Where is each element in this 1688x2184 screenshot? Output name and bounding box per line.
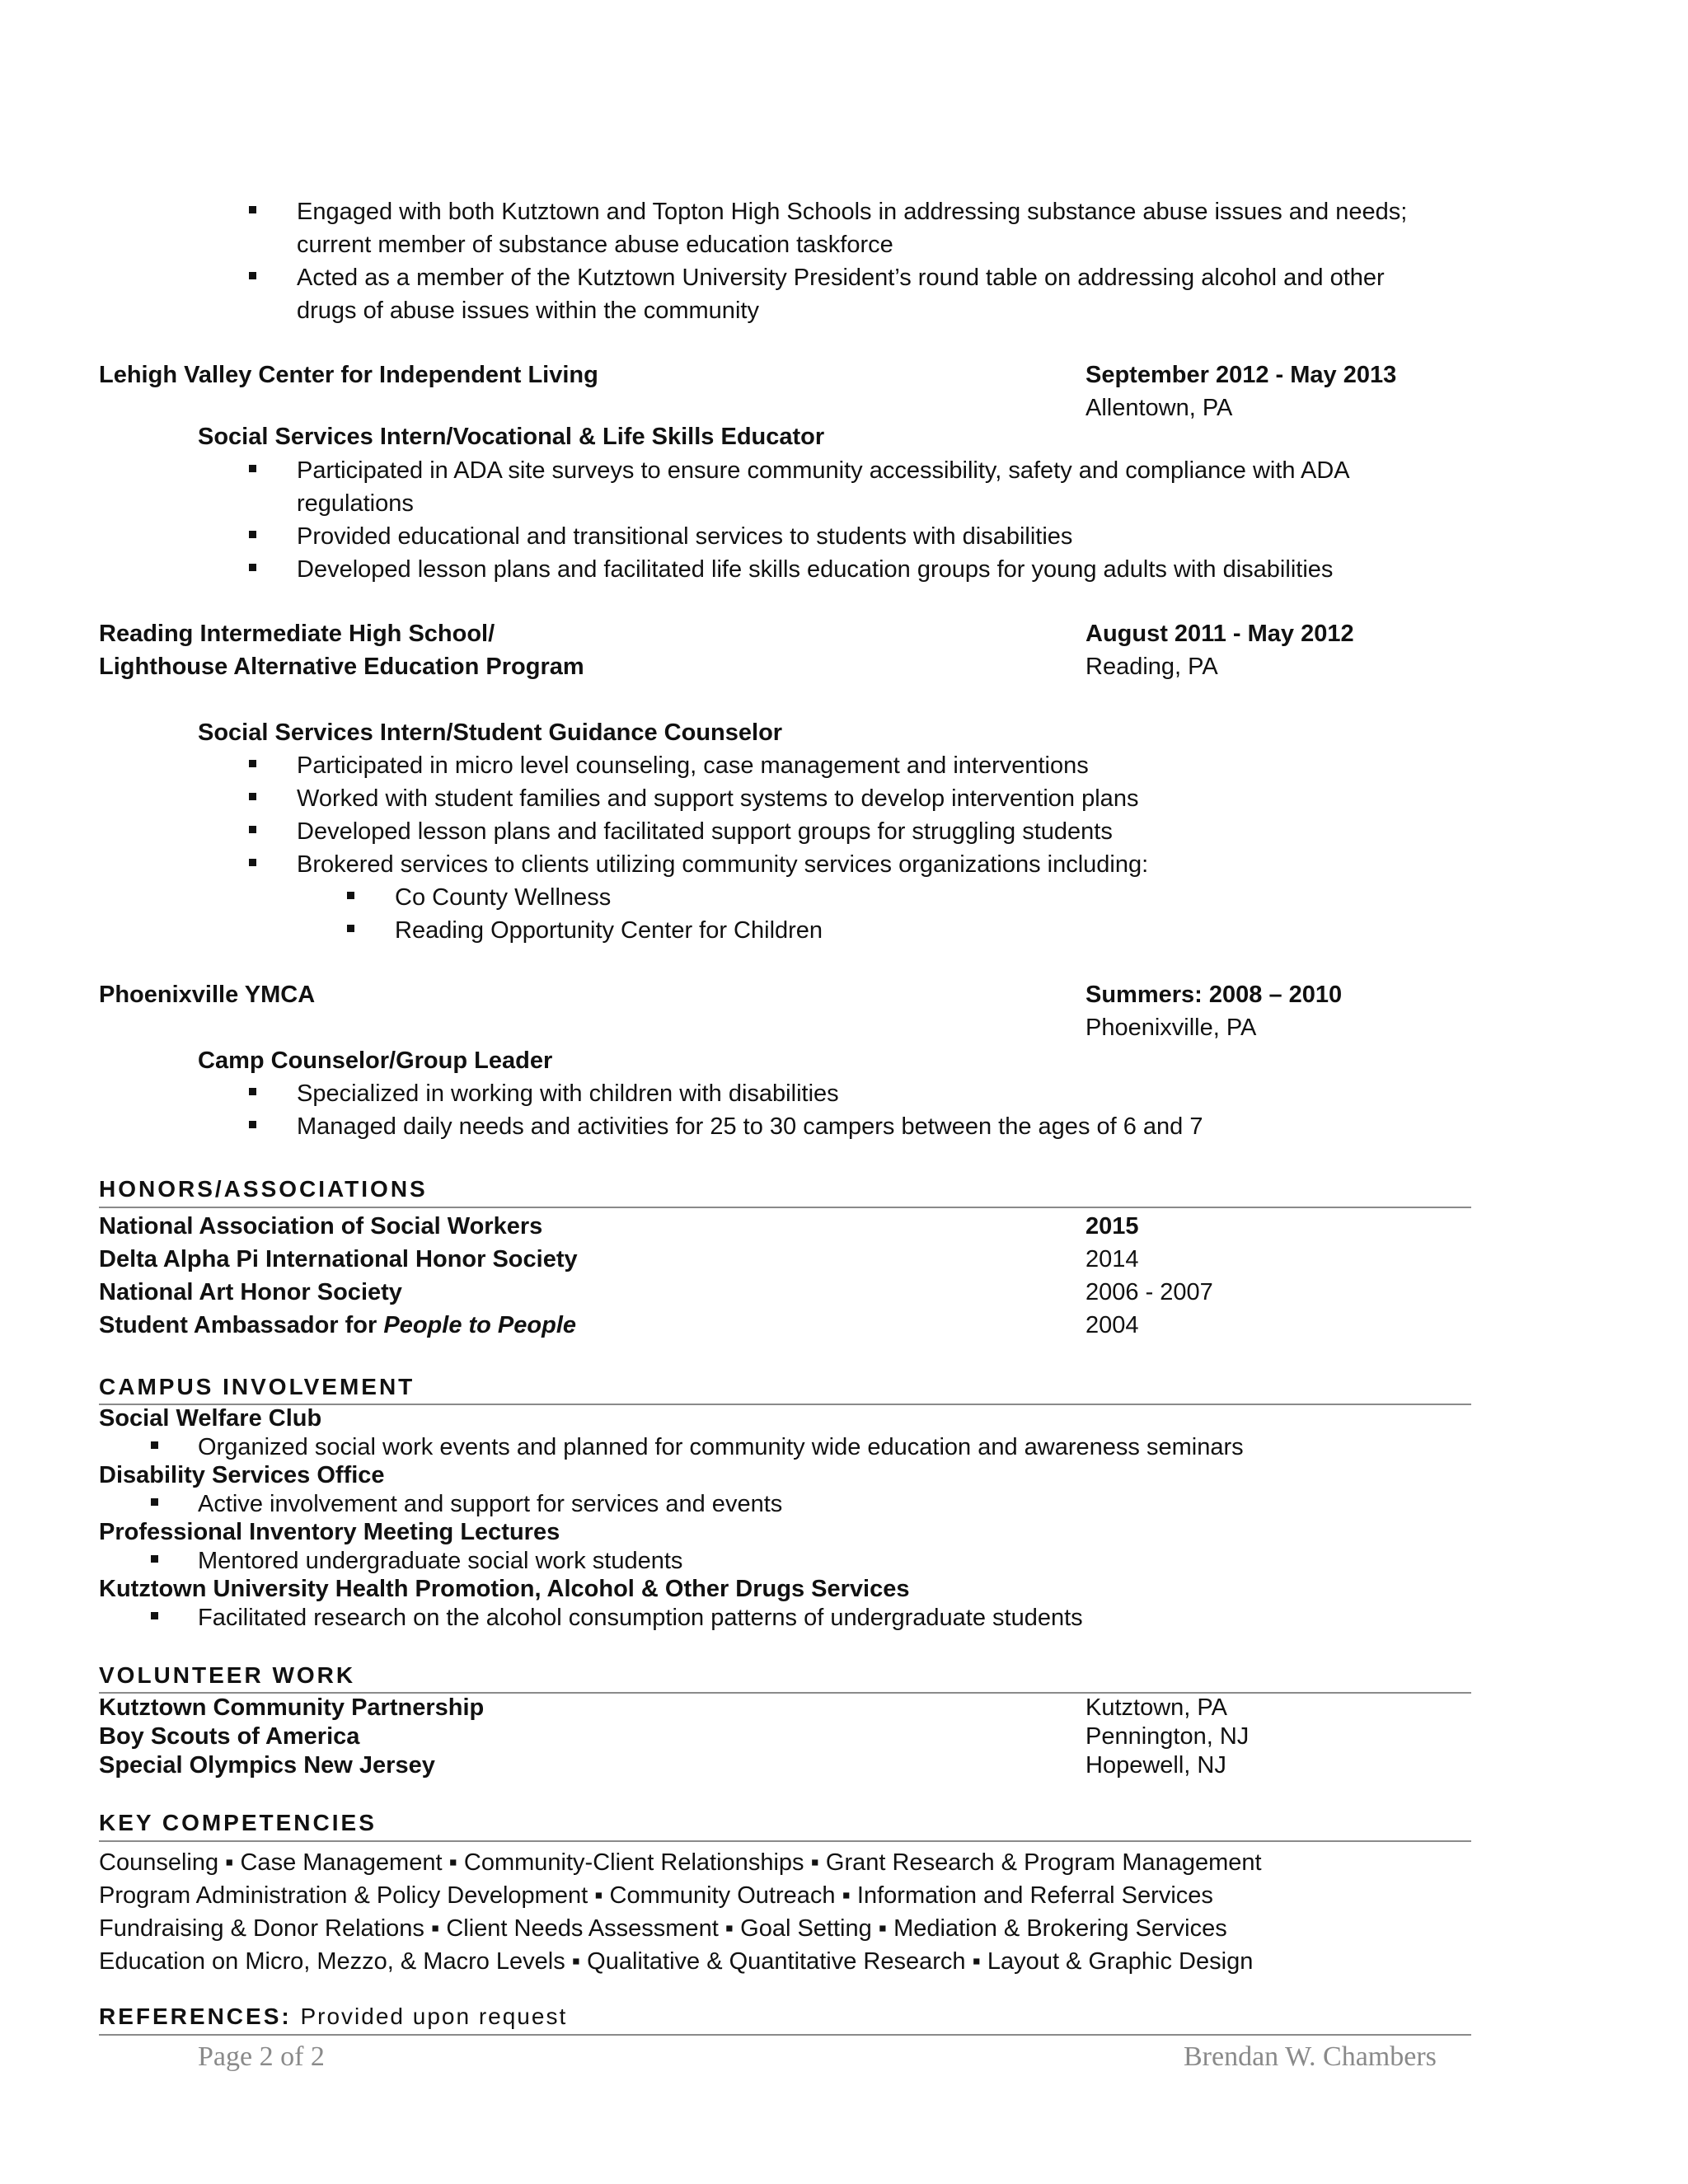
section-heading-competencies: KEY COMPETENCIES [99,1810,377,1835]
bullet-marker [151,1555,158,1563]
sub-bullet-text: Reading Opportunity Center for Children [395,917,823,944]
campus-bullet: Organized social work events and planned for community wide education and awareness seminars [198,1434,1244,1460]
honor-name-prefix: Student Ambassador for [99,1312,384,1338]
campus-bullet: Mentored undergraduate social work students [198,1548,683,1574]
bullet-marker [151,1612,158,1619]
volunteer-org: Special Olympics New Jersey [99,1752,435,1779]
job-location: Allentown, PA [1085,395,1233,421]
sub-bullet-marker [347,925,354,932]
bullet-marker [249,531,256,538]
sub-bullet-marker [347,892,354,899]
bullet-marker [249,1088,256,1095]
section-rule [99,1207,1471,1208]
bullet-text: Specialized in working with children with disabilities [297,1080,839,1107]
honor-name: National Art Honor Society [99,1279,402,1305]
bullet-text: regulations [297,490,414,517]
bullet-marker [249,1121,256,1128]
campus-org: Social Welfare Club [99,1405,322,1432]
competency-line: Education on Micro, Mezzo, & Macro Levels ▪ Qualitative & Quantitative Research ▪ Layout & Graphic Design [99,1948,1254,1975]
bullet-marker [249,859,256,866]
honor-name [99,1309,576,1342]
footer-author-name: Brendan W. Chambers [1184,2041,1437,2072]
section-heading-honors: HONORS/ASSOCIATIONS [99,1176,428,1202]
section-heading-volunteer: VOLUNTEER WORK [99,1662,356,1688]
bullet-marker [249,564,256,571]
bullet-marker [249,465,256,472]
bullet-text: Developed lesson plans and facilitated life skills education groups for young adults with disabilities [297,556,1334,583]
campus-org: Disability Services Office [99,1462,385,1488]
bullet-marker [249,793,256,800]
honor-name-italic: People to People [383,1312,577,1338]
volunteer-location: Pennington, NJ [1085,1723,1250,1750]
bullet-text: Managed daily needs and activities for 25 to 30 campers between the ages of 6 and 7 [297,1113,1203,1140]
references-line [99,2002,567,2032]
job-title: Social Services Intern/Vocational & Life Skills Educator [198,424,825,450]
competency-line: Fundraising & Donor Relations ▪ Client Needs Assessment ▪ Goal Setting ▪ Mediation & Brokering Services [99,1915,1227,1942]
bullet-text: Provided educational and transitional services to students with disabilities [297,523,1073,550]
references-value: Provided upon request [300,2004,568,2029]
footer-page-number: Page 2 of 2 [198,2041,325,2072]
job-org: Lehigh Valley Center for Independent Living [99,362,598,388]
bullet-text: Brokered services to clients utilizing community services organizations including: [297,851,1149,878]
honor-name: Delta Alpha Pi International Honor Society [99,1246,578,1272]
campus-bullet: Active involvement and support for services and events [198,1491,783,1517]
campus-org: Professional Inventory Meeting Lectures [99,1519,560,1545]
volunteer-org: Boy Scouts of America [99,1723,360,1750]
job-dates: Summers: 2008 – 2010 [1085,982,1343,1008]
job-dates: August 2011 - May 2012 [1085,621,1354,647]
bullet-text: current member of substance abuse education taskforce [297,232,893,258]
footer-rule [99,2034,1471,2036]
bullet-text: Participated in ADA site surveys to ensure community accessibility, safety and compliance with ADA [297,457,1350,484]
job-org: Reading Intermediate High School/ [99,621,495,647]
competency-line: Program Administration & Policy Development ▪ Community Outreach ▪ Information and Referral Services [99,1882,1213,1909]
sub-bullet-text: Co County Wellness [395,884,612,911]
job-org: Lighthouse Alternative Education Program [99,654,584,680]
campus-org: Kutztown University Health Promotion, Alcohol & Other Drugs Services [99,1576,910,1602]
bullet-marker [249,206,256,213]
references-heading: REFERENCES: [99,2004,292,2029]
bullet-text: Acted as a member of the Kutztown University President’s round table on addressing alcohol and other [297,265,1385,291]
job-location: Phoenixville, PA [1085,1015,1257,1041]
job-dates: September 2012 - May 2013 [1085,362,1397,388]
competency-line: Counseling ▪ Case Management ▪ Community-Client Relationships ▪ Grant Research & Program Management [99,1849,1262,1876]
bullet-text: Developed lesson plans and facilitated support groups for struggling students [297,818,1113,845]
bullet-text: Engaged with both Kutztown and Topton High Schools in addressing substance abuse issues and needs; [297,199,1408,225]
honor-name: National Association of Social Workers [99,1213,543,1240]
job-location: Reading, PA [1085,654,1218,680]
section-heading-campus: CAMPUS INVOLVEMENT [99,1374,415,1399]
honor-year: 2014 [1085,1246,1139,1272]
honor-year: 2015 [1085,1213,1139,1240]
honor-year: 2006 - 2007 [1085,1279,1213,1305]
bullet-text: Participated in micro level counseling, case management and interventions [297,752,1089,779]
bullet-marker [249,272,256,279]
bullet-marker [151,1498,158,1506]
bullet-marker [249,826,256,833]
bullet-text: drugs of abuse issues within the community [297,298,759,324]
job-org: Phoenixville YMCA [99,982,316,1008]
bullet-text: Worked with student families and support systems to develop intervention plans [297,785,1139,812]
volunteer-org: Kutztown Community Partnership [99,1694,485,1721]
bullet-marker [151,1441,158,1449]
bullet-marker [249,760,256,767]
honor-year: 2004 [1085,1312,1139,1338]
volunteer-location: Kutztown, PA [1085,1694,1227,1721]
job-title: Social Services Intern/Student Guidance Counselor [198,719,783,746]
volunteer-location: Hopewell, NJ [1085,1752,1226,1779]
job-title: Camp Counselor/Group Leader [198,1047,553,1074]
campus-bullet: Facilitated research on the alcohol consumption patterns of undergraduate students [198,1605,1083,1631]
section-rule [99,1840,1471,1842]
